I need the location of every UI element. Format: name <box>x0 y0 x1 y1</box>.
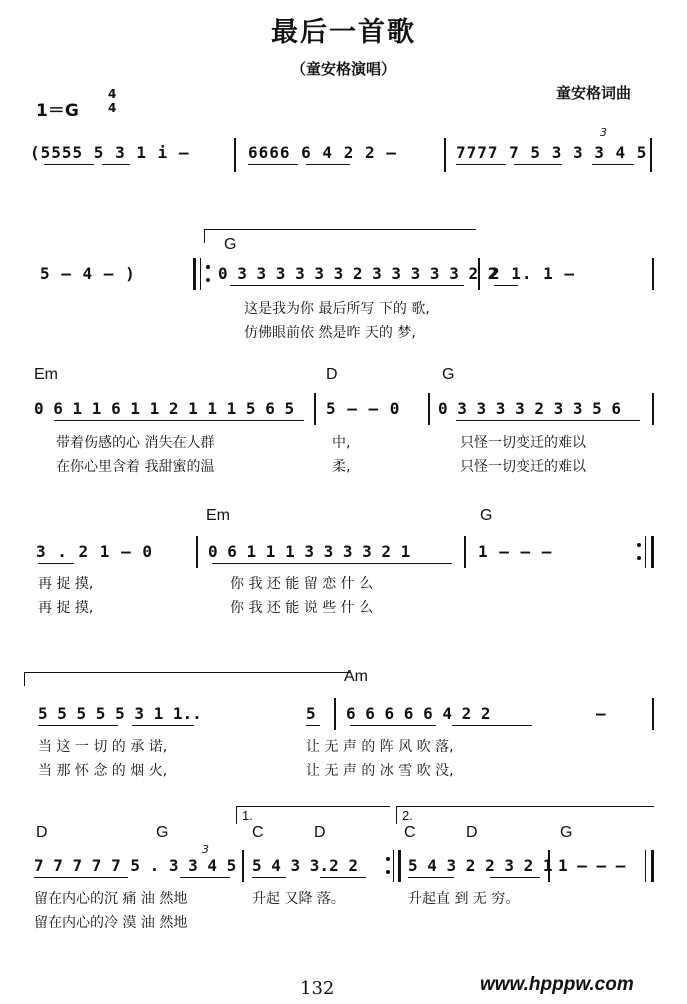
note-beam <box>180 877 230 878</box>
time-signature-top: 4 <box>108 87 117 101</box>
first-ending-bracket-start <box>236 806 237 824</box>
lyric-verse-2: 在你心里含着 我甜蜜的温 <box>56 459 215 475</box>
measure-notes: 5 – 4 – ) <box>40 264 136 283</box>
lyric-verse-1: 让 无 声 的 阵 风 吹 落, <box>306 739 454 755</box>
lyric-verse-2: 当 那 怀 念 的 烟 火, <box>38 763 168 779</box>
measure-notes: 0 6 1 1 6 1 1 2 1 1 1 5 6 5 <box>34 399 295 418</box>
lyric-verse-1: 升起 又降 落。 <box>252 891 345 907</box>
measure-notes: 5 <box>306 704 317 723</box>
key-signature: 1＝G <box>36 101 79 121</box>
lyric-verse-2: 柔, <box>332 459 351 475</box>
chord-symbol: G <box>224 236 237 253</box>
barline <box>652 258 654 290</box>
repeat-dot <box>386 857 390 861</box>
chord-symbol: G <box>560 824 573 841</box>
measure-notes: 2 1. 1 – <box>490 264 576 283</box>
triplet-mark: 3 <box>202 843 209 856</box>
note-beam <box>230 285 464 286</box>
measure-notes: 6666 6 4 2 2 – <box>248 143 397 162</box>
note-beam <box>212 563 452 564</box>
second-ending-bracket-start <box>396 806 397 824</box>
final-barline <box>651 850 654 882</box>
note-beam <box>252 877 286 878</box>
chord-symbol: G <box>156 824 169 841</box>
measure-notes: 5 5 5 5 5 3 1 1.. <box>38 704 202 723</box>
lyric-verse-1: 中, <box>332 435 351 451</box>
chord-symbol: Am <box>344 668 368 685</box>
barline <box>548 850 550 882</box>
repeat-dot <box>637 556 641 560</box>
repeat-bracket-end <box>204 229 205 243</box>
note-beam <box>38 563 74 564</box>
note-beam <box>456 420 640 421</box>
note-beam <box>592 164 634 165</box>
barline <box>652 393 654 425</box>
barline <box>652 698 654 730</box>
note-beam <box>320 877 366 878</box>
barline <box>478 258 480 290</box>
measure-notes: – <box>596 704 607 723</box>
time-signature-bottom: 4 <box>108 101 117 115</box>
barline <box>314 393 316 425</box>
repeat-dot <box>386 870 390 874</box>
repeat-dot <box>206 265 210 269</box>
measure-notes: (5555 5 3 1 i – <box>30 143 190 162</box>
repeat-end-barline <box>645 536 646 568</box>
repeat-dot <box>206 278 210 282</box>
note-beam <box>306 725 320 726</box>
measure-notes: 1 – – – <box>558 856 626 875</box>
barline <box>464 536 466 568</box>
repeat-start-barline <box>200 258 201 290</box>
note-beam <box>490 877 540 878</box>
website-watermark: www.hpppw.com <box>480 974 634 995</box>
note-beam <box>494 285 518 286</box>
chord-symbol: Em <box>34 366 58 383</box>
measure-notes: 7 7 7 7 7 5 . 3 3 4 5 <box>34 856 237 875</box>
barline <box>196 536 198 568</box>
note-beam <box>408 877 454 878</box>
lyric-verse-1: 这是我为你 最后所写 下的 歌, <box>244 301 430 317</box>
second-ending-bracket <box>396 806 654 807</box>
measure-notes: 5 4 3 2 2 3 2 1 <box>408 856 553 875</box>
repeat-bracket <box>204 229 476 230</box>
chord-symbol: G <box>480 507 493 524</box>
barline <box>428 393 430 425</box>
lyric-verse-1: 带着伤感的心 消失在人群 <box>56 435 215 451</box>
note-beam <box>44 164 94 165</box>
lyric-verse-2: 仿佛眼前依 然是昨 天的 梦, <box>244 325 416 341</box>
note-beam <box>452 725 532 726</box>
chord-symbol: D <box>36 824 48 841</box>
chord-symbol: C <box>252 824 264 841</box>
composer-credit: 童安格词曲 <box>556 84 632 102</box>
note-beam <box>456 164 506 165</box>
repeat-bracket-end <box>24 672 25 686</box>
measure-notes: 0 3 3 3 3 2 3 3 5 6 <box>438 399 622 418</box>
chord-symbol: D <box>326 366 338 383</box>
measure-notes: 1 – – – <box>478 542 553 561</box>
song-title: 最后一首歌 <box>271 17 416 48</box>
first-ending-label: 1. <box>242 808 253 823</box>
note-beam <box>34 877 128 878</box>
note-beam <box>132 725 194 726</box>
performer-note: （童安格演唱） <box>290 60 396 78</box>
repeat-end-barline <box>651 536 654 568</box>
lyric-verse-2: 再 捉 摸, <box>38 600 94 616</box>
chord-symbol: C <box>404 824 416 841</box>
note-beam <box>306 164 350 165</box>
measure-notes: 5 4 3 3.2 2 <box>252 856 358 875</box>
lyric-verse-1: 升起直 到 无 穷。 <box>408 891 520 907</box>
lyric-verse-1: 再 捉 摸, <box>38 576 94 592</box>
lyric-verse-2: 你 我 还 能 说 些 什 么 <box>230 600 374 616</box>
final-barline <box>645 850 646 882</box>
lyric-verse-1: 留在内心的沉 痛 油 然地 <box>34 891 188 907</box>
chord-symbol: D <box>466 824 478 841</box>
note-beam <box>54 420 304 421</box>
note-beam <box>102 164 130 165</box>
barline <box>650 138 652 172</box>
note-beam <box>350 725 436 726</box>
second-ending-label: 2. <box>402 808 413 823</box>
barline <box>444 138 446 172</box>
lyric-verse-1: 只怪一切变迁的难以 <box>460 435 586 451</box>
lyric-verse-2: 只怪一切变迁的难以 <box>460 459 586 475</box>
lyric-verse-1: 你 我 还 能 留 恋 什 么 <box>230 576 374 592</box>
chord-symbol: Em <box>206 507 230 524</box>
lyric-verse-2: 留在内心的冷 漠 油 然地 <box>34 915 188 931</box>
repeat-start-barline <box>193 258 196 290</box>
measure-notes: 7777 7 5 3 3 3 4 5 <box>456 143 648 162</box>
measure-notes: 3 . 2 1 – 0 <box>36 542 153 561</box>
chord-symbol: D <box>314 824 326 841</box>
measure-notes: 5 – – 0 <box>326 399 401 418</box>
note-beam <box>514 164 562 165</box>
note-beam <box>248 164 298 165</box>
lyric-verse-2: 让 无 声 的 冰 雪 吹 没, <box>306 763 454 779</box>
first-ending-bracket <box>236 806 390 807</box>
repeat-end-barline <box>398 850 401 882</box>
measure-notes: 0 3 3 3 3 3 3 2 3 3 3 3 3 2 2 <box>218 264 498 283</box>
measure-notes: 0 6 1 1 1 3 3 3 3 2 1 <box>208 542 411 561</box>
repeat-dot <box>637 543 641 547</box>
note-beam <box>38 725 118 726</box>
repeat-bracket <box>24 672 350 673</box>
lyric-verse-1: 当 这 一 切 的 承 诺, <box>38 739 168 755</box>
triplet-mark: 3 <box>600 126 607 139</box>
time-signature <box>108 88 116 116</box>
barline <box>334 698 336 730</box>
page-number: 132 <box>300 978 335 999</box>
barline <box>234 138 236 172</box>
measure-notes: 6 6 6 6 6 4 2 2 <box>346 704 491 723</box>
barline <box>242 850 244 882</box>
repeat-end-barline <box>393 850 394 882</box>
chord-symbol: G <box>442 366 455 383</box>
